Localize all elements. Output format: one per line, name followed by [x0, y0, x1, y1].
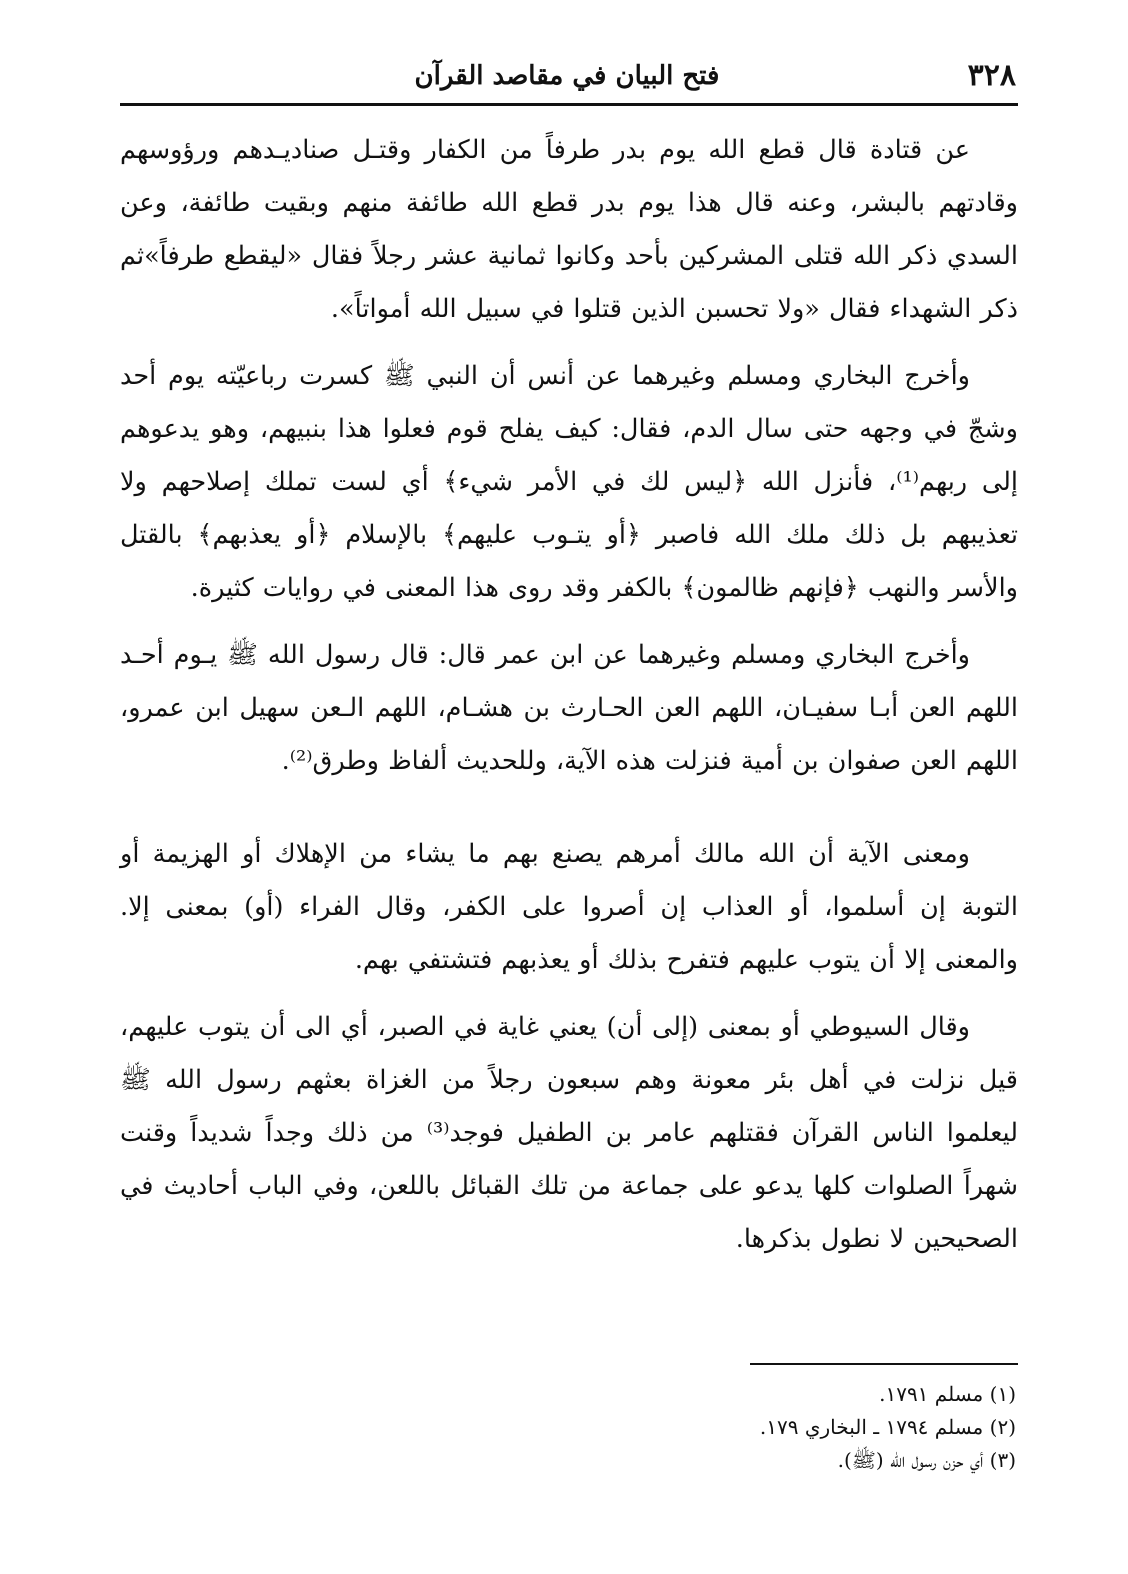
- page-header: [118, 52, 1016, 102]
- paragraph-spacer: [120, 987, 1018, 1001]
- footnote-rule: [750, 1363, 1018, 1365]
- page-number: ٣٢٨: [967, 58, 1016, 93]
- footnotes: [396, 1378, 1016, 1477]
- paragraph-3: وأخرج البخاري ومسلم وغيرهما عن ابن عمر قال: قال رسول الله ﷺ يـوم أحـد اللهم العن أبـا سفيـان، اللهم العن الحـارث بن هشـام، اللهم الـعن سهيل ابن عمرو، اللهم العن صفوان بن أمية فنزلت هذه الآية، وللحديث ألفاظ وطرق⁽²⁾.: [120, 640, 1018, 776]
- paragraph-5: وقال السيوطي أو بمعنى (إلى أن) يعني غاية في الصبر، أي الى أن يتوب عليهم، قيل نزلت في أهل بئر معونة وهم سبعون رجلاً من الغزاة بعثهم رسول الله ﷺ ليعلموا الناس القرآن فقتلهم عامر بن الطفيل فوجد⁽³⁾ من ذلك وجداً شديداً وقنت شهراً الصلوات كلها يدعو على جماعة من تلك القبائل باللعن، وفي الباب أحاديث في الصحيحين لا نطول بذكرها.: [120, 1012, 1018, 1254]
- paragraph-spacer: [120, 615, 1018, 629]
- paragraph-spacer: [120, 788, 1018, 828]
- footnote-3: (٣) أي حزن رسول الله (ﷺ).: [837, 1448, 1016, 1472]
- footnote-2: (٢) مسلم ١٧٩٤ ـ البخاري ١٧٩.: [759, 1415, 1016, 1439]
- main-text: [120, 124, 1018, 1266]
- header-rule: [120, 103, 1018, 106]
- footnote-1: (١) مسلم ١٧٩١.: [879, 1382, 1016, 1406]
- paragraph-spacer: [120, 336, 1018, 350]
- running-title: فتح البيان في مقاصد القرآن: [414, 61, 720, 91]
- paragraph-1: عن قتادة قال قطع الله يوم بدر طرفاً من الكفار وقتـل صناديـدهم ورؤوسهم وقادتهم بالبشر، وعنه قال هذا يوم بدر قطع الله طائفة منهم وبقيت طائفة، وعن السدي ذكر الله قتلى المشركين بأحد وكانوا ثمانية عشر رجلاً فقال «ليقطع طرفاً»ثم ذكر الشهداء فقال «ولا تحسبن الذين قتلوا في سبيل الله أمواتاً».: [120, 135, 1018, 324]
- paragraph-4: ومعنى الآية أن الله مالك أمرهم يصنع بهم ما يشاء من الإهلاك أو الهزيمة أو التوبة إن أسلموا، أو العذاب إن أصروا على الكفر، وقال الفراء (أو) بمعنى إلا. والمعنى إلا أن يتوب عليهم فتفرح بذلك أو يعذبهم فتشتفي بهم.: [120, 839, 1018, 975]
- paragraph-2: وأخرج البخاري ومسلم وغيرهما عن أنس أن النبي ﷺ كسرت رباعيّته يوم أحد وشجّ في وجهه حتى سال الدم، فقال: كيف يفلح قوم فعلوا هذا بنبيهم، وهو يدعوهم إلى ربهم⁽¹⁾، فأنزل الله ﴿ليس لك في الأمر شيء﴾ أي لست تملك إصلاحهم ولا تعذيبهم بل ذلك ملك الله فاصبر ﴿أو يتـوب عليهم﴾ بالإسلام ﴿أو يعذبهم﴾ بالقتل والأسر والنهب ﴿فإنهم ظالمون﴾ بالكفر وقد روى هذا المعنى في روايات كثيرة.: [120, 361, 1018, 603]
